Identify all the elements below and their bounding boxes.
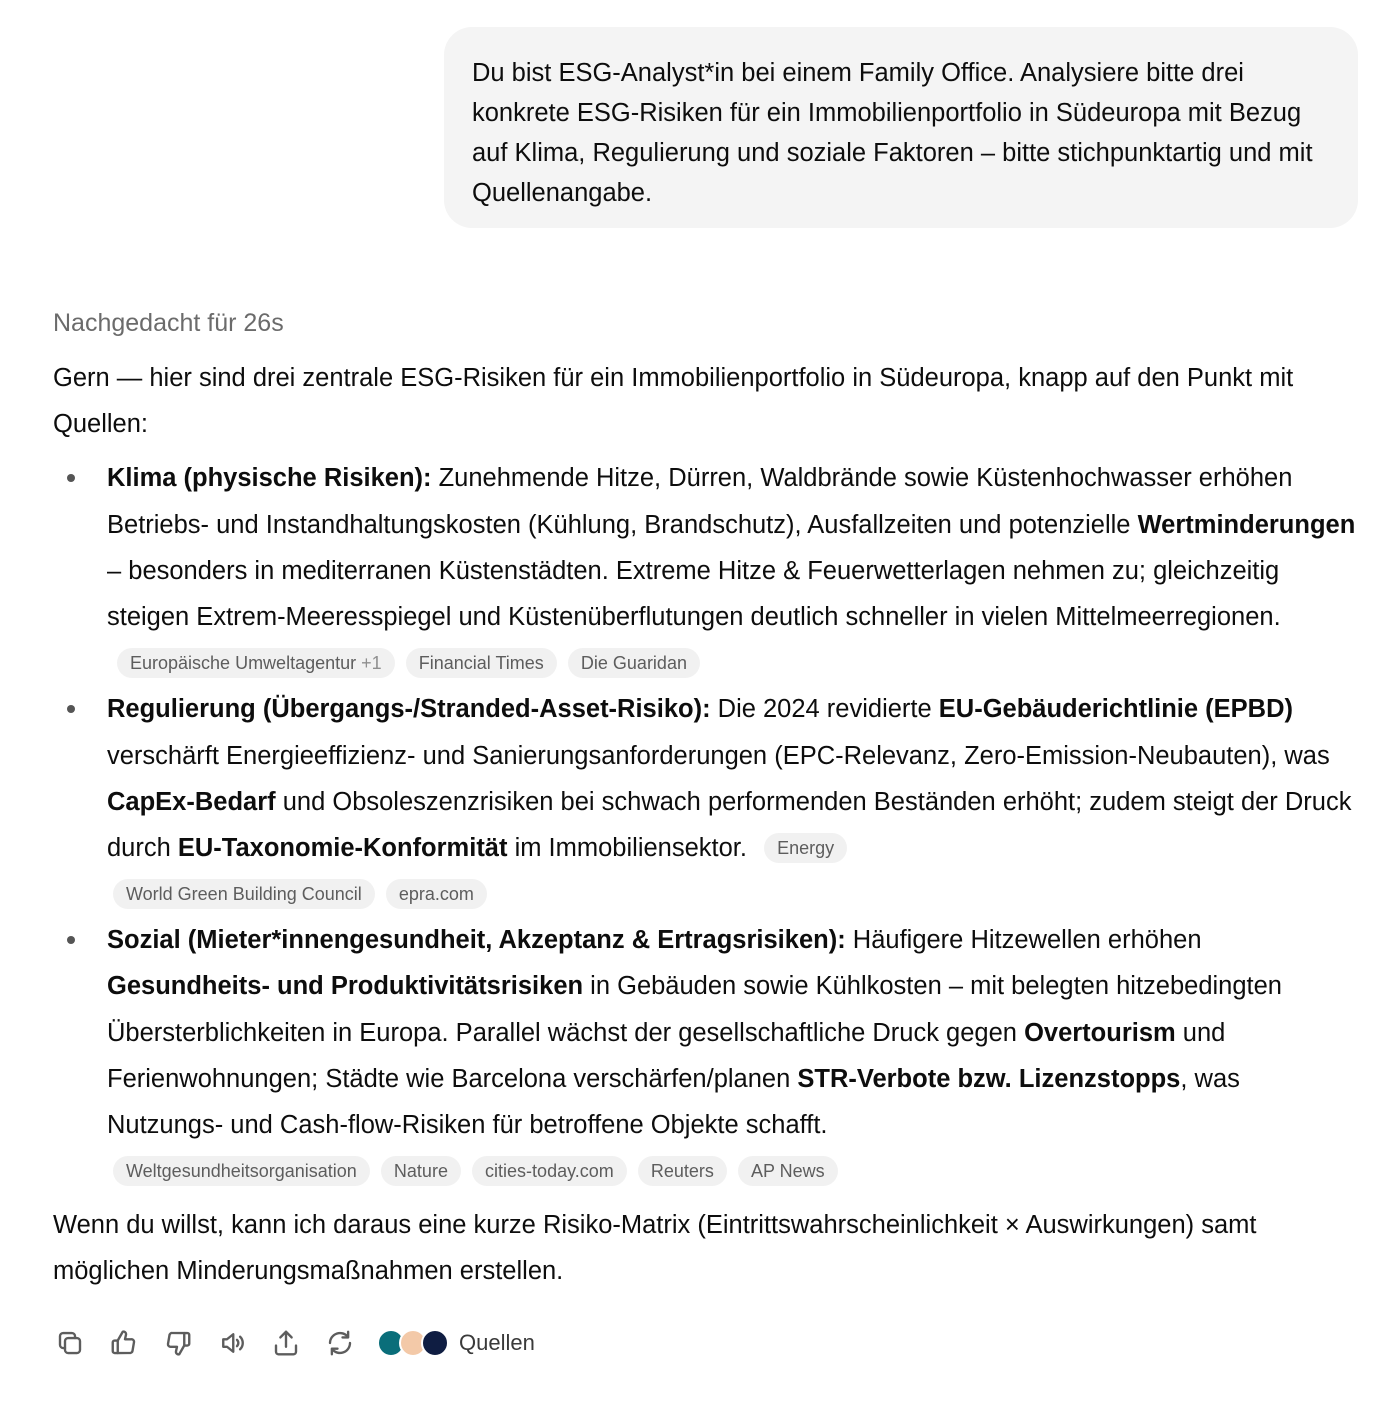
source-chip[interactable]: Die Guaridan: [568, 648, 700, 678]
share-button[interactable]: [269, 1326, 303, 1360]
user-message-bubble: [444, 27, 1358, 228]
risk-emphasis: Gesundheits- und Produktivitätsrisiken: [107, 972, 584, 1001]
source-chip[interactable]: [117, 648, 395, 678]
risk-text: und Ferienwohnungen; Städte wie Barcelona verschärfen/planen: [107, 1018, 1226, 1093]
risk-emphasis: STR-Verbote bzw. Lizenzstopps: [797, 1064, 1181, 1093]
read-aloud-button[interactable]: [215, 1326, 249, 1360]
risk-emphasis: Overtourism: [1024, 1018, 1176, 1047]
source-chip-row: [109, 1148, 1358, 1194]
thought-duration-label[interactable]: Nachgedacht für 26s: [53, 309, 284, 337]
risk-item-climate: [53, 455, 1358, 686]
source-chip[interactable]: Weltgesundheitsorganisation: [113, 1156, 370, 1186]
risk-emphasis: CapEx-Bedarf: [107, 787, 276, 816]
thumbs-down-button[interactable]: [161, 1326, 195, 1360]
user-message-text: Du bist ESG-Analyst*in bei einem Family Office. Analysiere bitte drei konkrete ESG-Risiken für ein Immobilienportfolio in Südeuropa mit Bezug auf Klima, Regulierung und soziale Faktoren – bitte stichpunktartig und mit Quellenangabe.: [472, 59, 1313, 207]
read-aloud-icon: [217, 1328, 247, 1358]
source-chip-row: [109, 871, 1358, 917]
risk-text: Die 2024 revidierte: [710, 695, 939, 724]
risk-text: und Obsoleszenzrisiken bei schwach performenden Beständen erhöht; zudem steigt der Druck durch: [107, 787, 1352, 863]
regenerate-button[interactable]: [323, 1326, 357, 1360]
copy-button[interactable]: [53, 1326, 87, 1360]
source-chip[interactable]: Reuters: [638, 1156, 727, 1186]
risk-heading: Klima (physische Risiken):: [107, 464, 432, 493]
sources-button[interactable]: [377, 1329, 535, 1357]
risk-text: verschärft Energieeffizienz- und Sanierungsanforderungen (EPC-Relevanz, Zero-Emission-Neubauten), was: [107, 741, 1330, 770]
share-icon: [271, 1328, 301, 1358]
risk-emphasis: EU-Taxonomie-Konformität: [177, 834, 508, 863]
source-chip-extra-count: +1: [361, 653, 382, 674]
source-chip[interactable]: World Green Building Council: [113, 879, 375, 909]
thumbs-up-button[interactable]: [107, 1326, 141, 1360]
risk-emphasis: Wertminderungen: [1137, 510, 1356, 539]
source-chip[interactable]: cities-today.com: [472, 1156, 627, 1186]
source-chip[interactable]: epra.com: [386, 879, 487, 909]
message-action-bar: [53, 1323, 535, 1363]
risk-text: Häufigere Hitzewellen erhöhen: [845, 926, 1202, 955]
source-chip-label: Europäische Umweltagentur: [130, 653, 357, 674]
copy-icon: [55, 1328, 85, 1358]
regenerate-icon: [325, 1328, 355, 1358]
answer-outro: Wenn du willst, kann ich daraus eine kurze Risiko-Matrix (Eintrittswahrscheinlichkeit × Auswirkungen) samt möglichen Minderungsmaßnahmen erstellen.: [53, 1211, 1257, 1286]
risk-item-regulation: [53, 686, 1358, 917]
source-chip[interactable]: Nature: [381, 1156, 461, 1186]
source-chip[interactable]: AP News: [738, 1156, 838, 1186]
risk-heading: Sozial (Mieter*innengesundheit, Akzeptanz & Ertragsrisiken):: [107, 926, 846, 955]
assistant-answer: [53, 355, 1358, 1295]
source-favicon-icon: [421, 1329, 449, 1357]
risk-text: in Gebäuden sowie Kühlkosten – mit belegten hitzebedingten Übersterblichkeiten in Europa. Parallel wächst der gesellschaftliche Druck gegen: [107, 972, 1282, 1047]
source-chip[interactable]: Financial Times: [406, 648, 557, 678]
source-chip[interactable]: Energy: [764, 833, 847, 863]
risk-heading: Regulierung (Übergangs-/Stranded-Asset-Risiko):: [107, 695, 711, 724]
sources-label: Quellen: [459, 1330, 535, 1355]
thumbs-down-icon: [163, 1328, 193, 1358]
risk-text: – besonders in mediterranen Küstenstädten. Extreme Hitze & Feuerwetterlagen nehmen zu; gleichzeitig steigen Extrem-Meeresspiegel und Küstenüberflutungen deutlich schneller in vielen Mittelmeerregionen.: [107, 556, 1281, 632]
thumbs-up-icon: [109, 1328, 139, 1358]
risk-text: Zunehmende Hitze, Dürren, Waldbrände sowie Küstenhochwasser erhöhen Betriebs- und Instandhaltungskosten (Kühlung, Brandschutz), Ausfallzeiten und potenzielle: [107, 464, 1293, 539]
risk-emphasis: EU-Gebäuderichtlinie (EPBD): [938, 695, 1293, 724]
risk-text: , was Nutzungs- und Cash-flow-Risiken für betroffene Objekte schafft.: [107, 1064, 1240, 1140]
risk-list: [53, 455, 1358, 1194]
answer-intro: Gern — hier sind drei zentrale ESG-Risiken für ein Immobilienportfolio in Südeuropa, knapp auf den Punkt mit Quellen:: [53, 364, 1294, 439]
risk-text: im Immobiliensektor.: [507, 834, 747, 863]
risk-item-social: [53, 917, 1358, 1194]
